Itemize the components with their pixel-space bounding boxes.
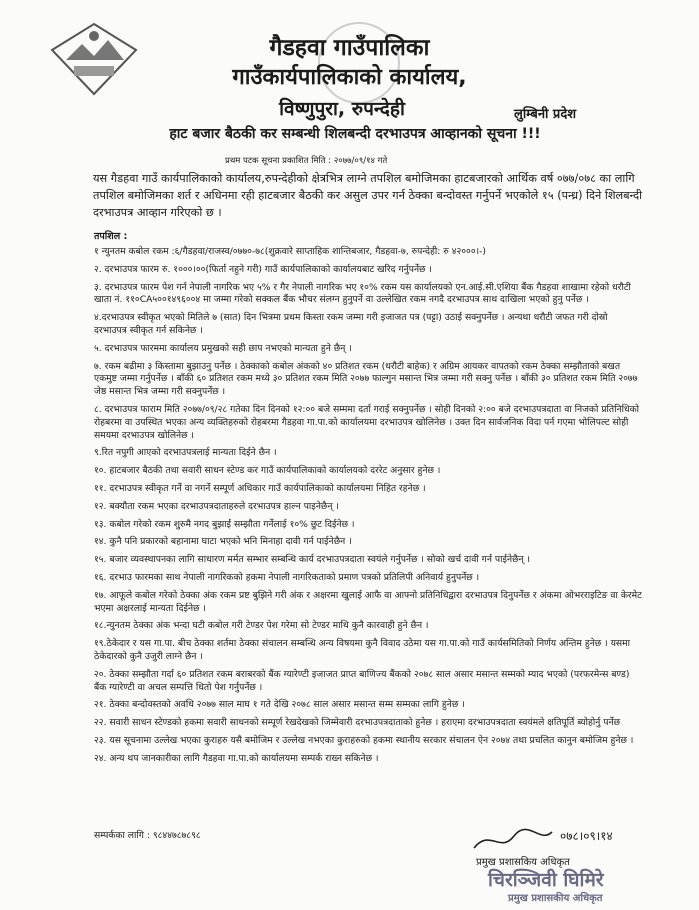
list-item: १४. कुनै पनि प्रकारको बहानामा घाटा भएको भनि मिनाहा दावी गर्न पाईनेछैन । xyxy=(94,536,352,548)
list-item: २१. ठेक्का बन्दोवस्तको अवधि २०७७ साल माघ १ गते देखि २०७८ साल असार मसान्त सम्म सम्मका लागि हुनेछ । xyxy=(94,699,465,711)
list-item: ५. दरभाउपत्र फारममा कार्यालय प्रमुखको सही छाप नभएको मान्यता हुने छैन् । xyxy=(94,342,352,354)
conditions-list xyxy=(94,246,642,771)
list-item: ४.दरभाउपत्र स्वीकृत भएको मितिले ७ (सात) दिन भित्रमा प्रथम किस्ता रकम जम्मा गरी इजाजत पत्र (पट्टा) उठाई सक्नुपर्नेछ । अन्यथा धरौटी जफत गरी दोस्रो दरभाउपत्र स्वीकृत गर्न सकिनेछ । xyxy=(94,312,608,336)
signer-name: चिरञ्जिवी घिमिरे xyxy=(488,869,604,891)
list-item: २. दरभाउपत्र फारम रु. १०००।००(फिर्ता नहुने गरी) गाउँ कार्यपालिकाको कार्यालयबाट खरिद गर्नुपर्नेछ । xyxy=(94,263,432,275)
office-address: विष्णुपुरा, रुपन्देही xyxy=(279,98,405,120)
list-item: २२. सवारी साधन स्टेण्डको हकमा सवारी साधनको सम्पूर्ण रेखदेखको जिम्मेवारी दरभाउपत्रदाताको हुनेछ । हराएमा दरभाउपत्रदाता स्वयंमले क्षतिपूर्ति ब्योहोर्नु पर्नेछ xyxy=(94,717,621,729)
list-item: १८.न्युनतम ठेक्का अंक भन्दा घटी कबोल गरी टेण्डर पेश गरेमा सो टेण्डर माथि कुनै कारवाही हुने छैन । xyxy=(94,620,429,632)
municipality-name: गैडहवा गाउँपालिका xyxy=(269,35,430,61)
list-item: १७. आफूले कबोल गरेको ठेक्का अंक रकम प्रष्ट बुझिने गरी अंक र अक्षरमा खुलाई आफै वा आफ्नो प्रतिनिधिद्वारा दरभाउपत्र दिनुपर्नेछ र अंकमा ओभरराइटिङ वा केरमेट भएमा अक्षरलाई मान्यता दिईनेछ । xyxy=(94,589,642,614)
list-item: १ न्युनतम कबोल रकम :६/गैडहवा/राजस्व/०७७०-७८(शुक्रवारे साप्ताहिक शान्तिबजार, गैडहवा-७, रुपन्देही: रु ४२०००।-) xyxy=(94,246,486,257)
publication-date: प्रथम पटक सूचना प्रकाशित मिति : २०७७/०९/१४ गते xyxy=(225,156,388,166)
province-name: लुम्बिनी प्रदेश xyxy=(514,107,577,122)
list-item: ८. दरभाउपत्र फाराम मिति २०७७/०९/२८ गतेका दिन दिनको १२:०० बजे सम्ममा दर्ता गराई सक्नुपर्नेछ । सोही दिनको २:०० बजे दरभाउपत्रदाता वा निजको प्रतिनिधिको रोहबरमा वा उपस्थित भएका अन्य व्यक्तिहरुको रोहबरमा गैडहवा गा.पा.को कार्यालयमा दरभाउपत्र खोलिनेछ । उक्त दिन सार्वजनिक विदा पर्न गएमा भोलिपल्ट सोही समयमा दरभाउपत्र खोलिनेछ । xyxy=(94,403,640,441)
tapsil-label: तपशिल : xyxy=(94,231,128,242)
list-item: २३. यस सूचनामा उल्लेख भएका कुराहरु यसै बमोजिम र उल्लेख नभएका कुराहरुको हकमा स्थानीय सरकार संचालन ऐन २०७४ तथा प्रचलित कानुन बमोजिम हुनेछ । xyxy=(94,734,634,746)
signer-role: प्रमुख प्रशासकिय अधिकृत xyxy=(476,857,570,868)
list-item: १६. दरभाउ फारमका साथ नेपाली नागरिकको हकमा नेपाली नागरिकताको प्रमाण पत्रको प्रतिलिपी अनिवार्य हुनुपर्नेछ । xyxy=(94,571,480,583)
contact-number: सम्पर्कका लागि : ९८४४७८७८९८ xyxy=(94,830,201,841)
intro-paragraph: यस गैडहवा गाउँ कार्यपालिकाको कार्यालय,रुपन्देहीको क्षेत्रभित्र लाग्ने तपशिल बमोजिमका हाटबजारको आर्थिक वर्ष ०७७/०७८ का लागि तपशिल बमोजिमका शर्त र अधिनमा रही हाटबजार बैठकी कर असुल उपर गर्न ठेक्का बन्दोवस्त गर्नुपर्ने भएकोले १५ (पन्ध्र) दिने शिलबन्दी दरभाउपत्र आव्हान गरिएको छ । xyxy=(93,172,643,219)
office-name: गाउँकार्यपालिकाको कार्यालय, xyxy=(232,65,467,90)
list-item: १२. बक्यौता रकम भएका दरभाउपत्रदाताहरुले दरभाउपत्र हाल्न पाइनेछैन् । xyxy=(94,500,339,512)
list-item: ११. दरभाउपत्र स्वीकृत गर्ने वा नगर्ने सम्पूर्ण अधिकार गाउँ कार्यपालिकाको कार्यालयमा निहित रहनेछ । xyxy=(94,482,426,494)
signer-title: प्रमुख प्रशासकीय अधिकृत xyxy=(508,893,603,904)
signature-icon xyxy=(470,818,640,858)
notice-heading: हाट बजार बैठकी कर सम्बन्धी शिलबन्दी दरभाउपत्र आव्हानको सूचना !!! xyxy=(169,126,541,142)
list-item: १०. हाटबजार बैठकी तथा सवारी साधन स्टेण्ड कर गाउँ कार्यपालिकाको कार्यालयको दररेट अनुसार हुनेछ । xyxy=(94,465,441,477)
list-item: १३. कबोल गरेको रकम शुरुमै नगद बुझाई सम्झौता गर्नेलाई १०% छुट दिईनेछ । xyxy=(94,518,355,530)
list-item: ३. दरभाउपत्र फारम पेश गर्न नेपाली नागरिक भए ५% र गैर नेपाली नागरिक भए १०% रकम यस कार्यालयको एन.आई.सी.एशिया बैंक गैडहवा शाखामा रहेको धरौटी खाता नं. ११०CA५००१४९६००४ मा जम्मा गरेको सक्कल बैंक भौचर संलग्न हुनुपर्ने वा उल्लेखित रकम नगदै दरभाउपत्र साथ दाखिला भएको हुनु पर्नेछ । xyxy=(94,281,631,306)
list-item: ७. रकम बढीमा ३ किस्तामा बुझाउनु पर्नेछ । ठेक्काको कबोल अंकको ४० प्रतिशत रकम (धरौटी बाहेक) र अग्रिम आयकर वापतको रकम ठेक्का सम्झौताको बखत एकमुष्ट जम्मा गर्नुपर्नेछ । बाँकी ६० प्रतिशत रकम मध्ये ३० प्रतिशत रकम मिति २०७७ फाल्गुन मसान्त भित्र जम्मा गरी सक्नु पर्नेछ । बाँकी ३० प्रतिशत रकम मिति २०७७ जेष्ठ मसान्त भित्र जम्मा गरी सक्नुपर्नेछ । xyxy=(94,360,638,398)
list-item: २४. अन्य थप जानकारीका लागि गैडहवा गा.पा.को कार्यालयमा सम्पर्क राख्न सकिनेछ । xyxy=(94,752,379,764)
list-item: १५. बजार व्यवस्थापनका लागि साधारण मर्मत सम्भार सम्बन्धि कार्य दरभाउपत्रदाता स्वयंले गर्नुपर्नेछ । सोको खर्च दावी गर्न पाईनेछैन् । xyxy=(94,554,531,566)
list-item: २०. ठेक्का सम्झौता गर्दा ६० प्रतिशत रकम बराबरको बैंक ग्यारेण्टी इजाजत प्राप्त बाणिज्य बैंकको २०७८ साल असार मसान्त सम्मको म्याद भएको (परफरमेन्स बण्ड) बैंक ग्यारेण्टी वा अचल सम्पत्ति धितो पेश गर्नुपर्नेछ । xyxy=(94,668,630,693)
list-item: ९.रित नपुगी आएको दरभाउपत्रलाई मान्यता दिईने छैन । xyxy=(94,447,277,459)
signature-date: ०७८।०९।१४ xyxy=(560,829,613,843)
list-item: १९.ठेकेदार र यस गा.पा. बीच ठेक्का शर्तमा ठेक्का संचालन सम्बन्धि अन्य विषयमा कुनै विवाद उठेमा यस गा.पा.को गाउँ कार्यसमितिको निर्णय अन्तिम हुनेछ । यसमा ठेकेदारको कुनै उजुरी लाग्ने छैन । xyxy=(94,638,630,662)
